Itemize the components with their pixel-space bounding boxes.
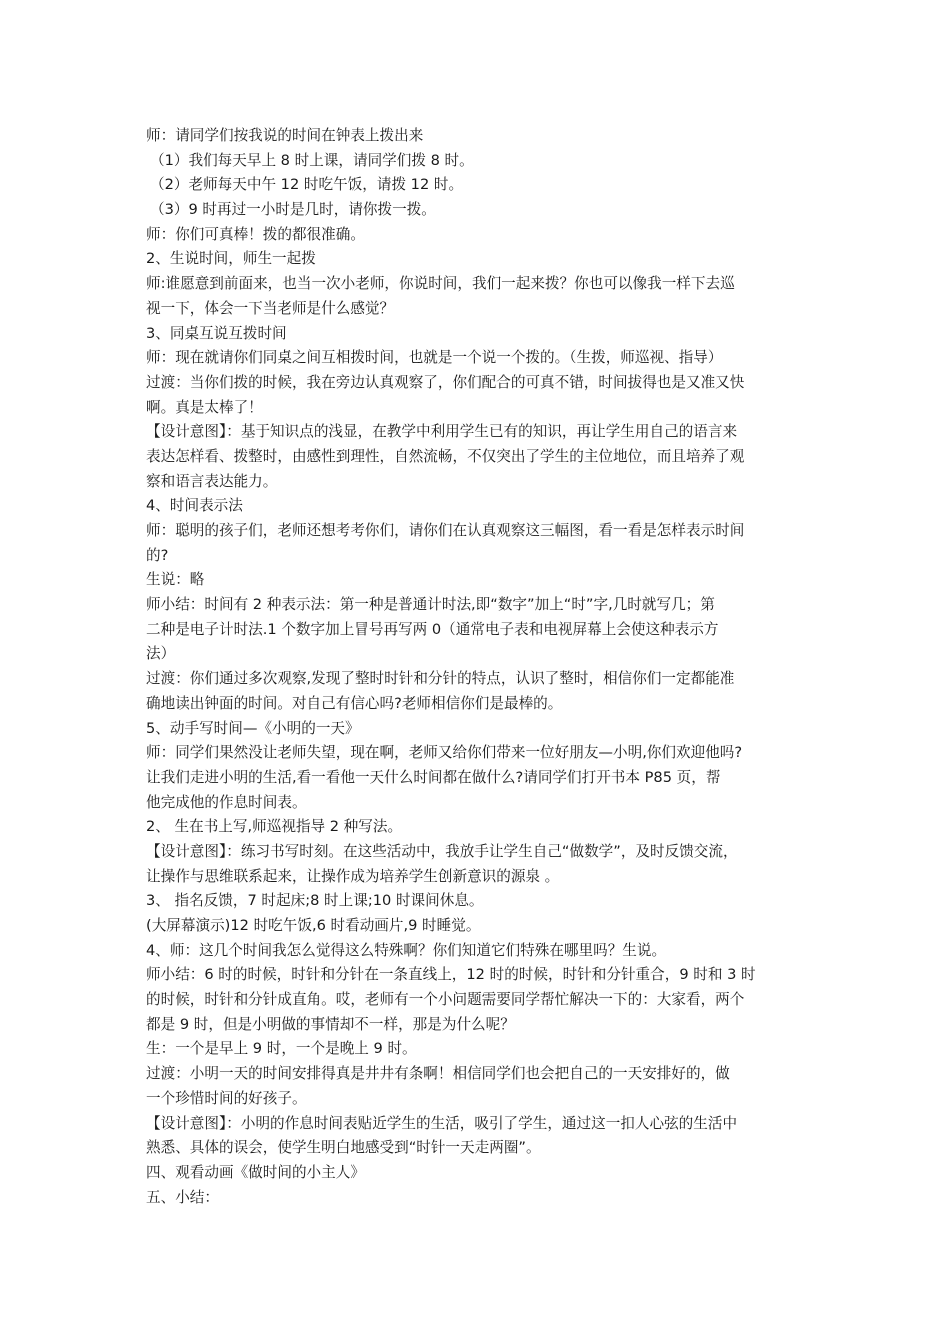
text-line: 过渡：当你们拨的时候，我在旁边认真观察了，你们配合的可真不错，时间拔得也是又准又快 [146,373,745,391]
text-line: 的时候，时针和分针成直角。哎，老师有一个小问题需要同学帮忙解决一下的：大家看，两个 [146,991,745,1009]
design-intent-line: 熟悉、具体的误会，使学生明白地感受到“时针一天走两圈”。 [146,1139,541,1157]
design-intent-line: 表达怎样看、拨整时，由感性到理性，自然流畅，不仅突出了学生的主位地位，而且培养了观 [146,447,745,465]
design-intent-line: 让操作与思维联系起来，让操作成为培养学生创新意识的源泉 。 [146,867,560,885]
text-line: 让我们走进小明的生活,看一看他一天什么时间都在做什么?请同学们打开书本 P85 页，帮 [146,768,721,786]
text-line: 的? [146,546,169,564]
text-line: 生说：略 [146,571,205,589]
design-intent-line: 【设计意图】：练习书写时刻。在这些活动中，我放手让学生自己“做数学”，及时反馈交流， [146,842,738,860]
text-line: (大屏幕演示)12 时吃午饭,6 时看动画片,9 时睡觉。 [146,917,481,934]
text-line: （2）老师每天中午 12 时吃午饭，请拨 12 时。 [150,176,464,194]
text-line: 师小结：时间有 2 种表示法：第一种是普通计时法,即“数字”加上“时”字,几时就写几；第 [146,596,715,614]
text-line: 过渡：小明一天的时间安排得真是井井有条啊！相信同学们也会把自己的一天安排好的，做 [146,1065,730,1083]
section-heading: 2、生说时间，师生一起拨 [146,250,316,268]
text-line: 过渡：你们通过多次观察,发现了整时时针和分针的特点，认识了整时，相信你们一定都能准 [146,670,735,688]
text-line: 师：请同学们按我说的时间在钟表上拨出来 [146,127,424,144]
text-line: 他完成他的作息时间表。 [146,793,307,811]
section-heading: 四、观看动画《做时间的小主人》 [146,1163,365,1181]
text-line: 师：现在就请你们同桌之间互相拨时间，也就是一个说一个拨的。（生拨，师巡视、指导） [146,349,723,367]
section-heading: 五、小结： [146,1188,219,1206]
text-line: （3）9 时再过一小时是几时，请你拨一拨。 [150,201,436,219]
text-line: 啊。真是太棒了！ [146,398,263,416]
text-line: 确地读出钟面的时间。对自己有信心吗?老师相信你们是最棒的。 [146,694,563,712]
text-line: 师：聪明的孩子们，老师还想考考你们，请你们在认真观察这三幅图，看一看是怎样表示时间 [146,522,745,539]
design-intent-line: 【设计意图】：小明的作息时间表贴近学生的生活，吸引了学生，通过这一扣人心弦的生活中 [146,1114,738,1132]
text-line: 3、 指名反馈，7 时起床;8 时上课;10 时课间休息。 [146,892,484,910]
text-line: 都是 9 时，但是小明做的事情却不一样，那是为什么呢？ [146,1015,515,1033]
text-line: 二种是电子计时法.1 个数字加上冒号再写两 0（通常电子表和电视屏幕上会使这种表示方 [146,620,719,638]
text-line: 师：同学们果然没让老师失望，现在啊，老师又给你们带来一位好朋友—小明,你们欢迎他吗? [146,744,743,762]
section-heading: 4、时间表示法 [146,497,243,515]
text-line: 师：你们可真棒！拨的都很准确。 [146,225,365,243]
section-heading: 5、动手写时间—《小明的一天》 [146,719,360,737]
document-body [146,124,812,1210]
design-intent-line: 【设计意图】：基于知识点的浅显，在教学中利用学生已有的知识，再让学生用自己的语言来 [146,423,738,441]
text-line: （1）我们每天早上 8 时上课，请同学们拨 8 时。 [150,151,474,169]
text-line: 法） [146,645,176,663]
text-line: 2、 生在书上写,师巡视指导 2 种写法。 [146,818,403,836]
text-line: 一个珍惜时间的好孩子。 [146,1089,307,1107]
text-line: 生：一个是早上 9 时，一个是晚上 9 时。 [146,1040,417,1058]
text-line: 师小结：6 时的时候，时针和分针在一条直线上，12 时的时候，时针和分针重合，9 时和 3 时 [146,966,756,984]
text-line: 师:谁愿意到前面来，也当一次小老师，你说时间，我们一起来拨？你也可以像我一样下去巡 [146,275,735,293]
text-line: 视一下，体会一下当老师是什么感觉？ [146,299,395,317]
text-line: 4、师：这几个时间我怎么觉得这么特殊啊？你们知道它们特殊在哪里吗？生说。 [146,941,667,959]
section-heading: 3、同桌互说互拨时间 [146,324,287,342]
design-intent-line: 察和语言表达能力。 [146,472,278,490]
